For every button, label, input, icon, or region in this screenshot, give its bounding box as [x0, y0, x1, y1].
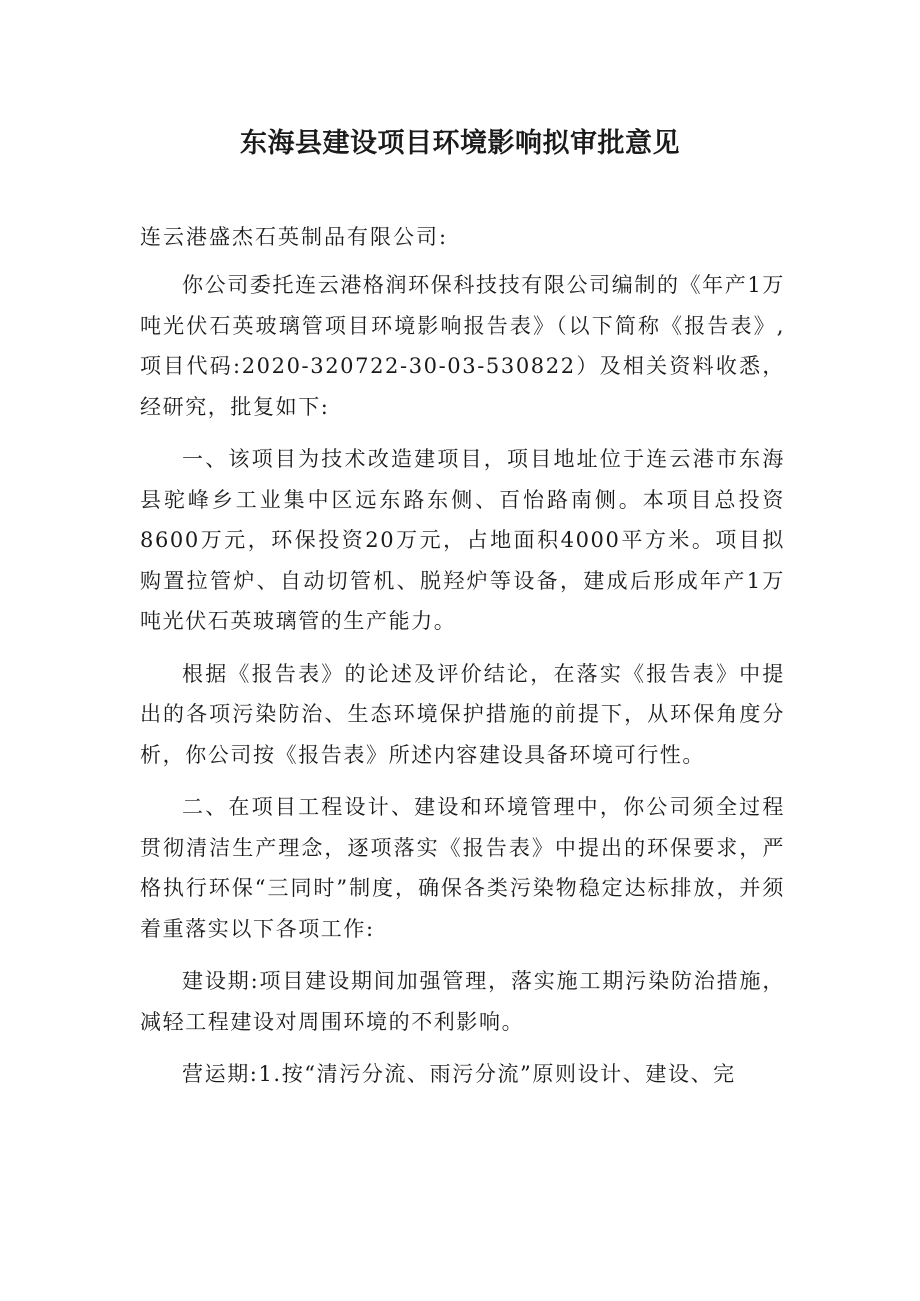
document-title: 东海县建设项目环境影响拟审批意见: [240, 128, 680, 159]
paragraph-project-overview: 一、该项目为技术改造建项目，项目地址位于连云港市东海县驼峰乡工业集中区远东路东侧、百怡路南侧。本项目总投资8600万元，环保投资20万元，占地面积4000平方米。项目拟购置拉管炉、自动切管机、脱羟炉等设备，建成后形成年产1万吨光伏石英玻璃管的生产能力。: [140, 447, 785, 633]
paragraph-requirements: 二、在项目工程设计、建设和环境管理中，你公司须全过程贯彻清洁生产理念，逐项落实《报告表》中提出的环保要求，严格执行环保“三同时”制度，确保各类污染物稳定达标排放，并须着重落实以下各项工作:: [140, 795, 785, 941]
paragraph-feasibility-conclusion: 根据《报告表》的论述及评价结论，在落实《报告表》中提出的各项污染防治、生态环境保护措施的前提下，从环保角度分析，你公司按《报告表》所述内容建设具备环境可行性。: [140, 661, 785, 767]
paragraph-operation-period: 营运期:1.按“清污分流、雨污分流”原则设计、建设、完: [182, 1062, 736, 1086]
document-body: [140, 217, 785, 1095]
salutation: 连云港盛杰石英制品有限公司:: [140, 225, 449, 249]
paragraph-construction-period: 建设期:项目建设期间加强管理，落实施工期污染防治措施，减轻工程建设对周围环境的不利影响。: [140, 969, 785, 1034]
paragraph-intro: 你公司委托连云港格润环保科技技有限公司编制的《年产1万吨光伏石英玻璃管项目环境影响报告表》（以下简称《报告表》,项目代码:2020-320722-30-03-530822）及相关资料收悉，经研究，批复如下:: [140, 273, 785, 419]
